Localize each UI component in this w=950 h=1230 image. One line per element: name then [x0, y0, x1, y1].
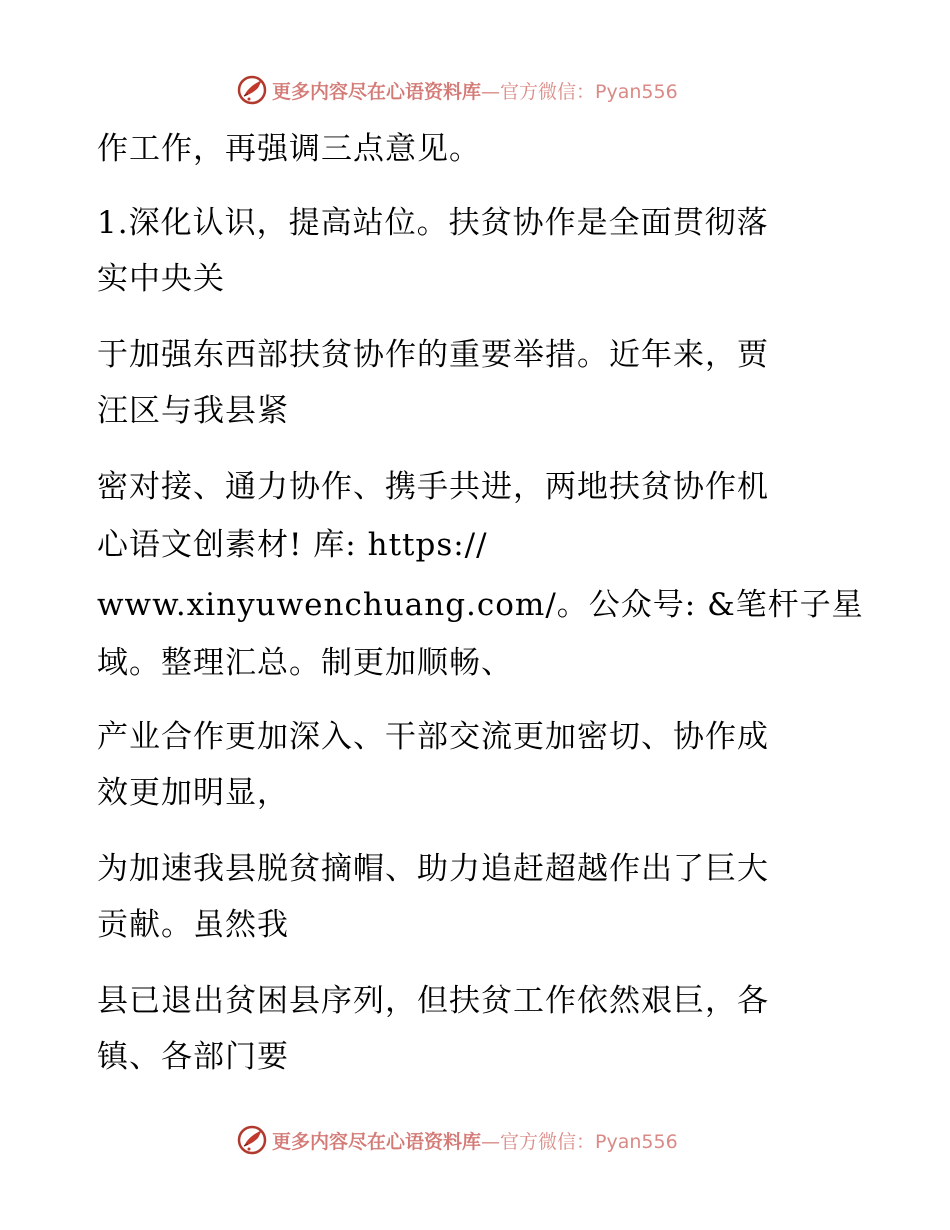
pen-logo-icon [236, 74, 268, 106]
body-line: 心语文创素材! 库: https:// [97, 527, 488, 563]
footer-banner [236, 1123, 678, 1157]
body-line: 镇、各部门要 [97, 1039, 289, 1075]
header-banner [236, 73, 678, 107]
body-line: 贡献。虽然我 [97, 907, 289, 943]
footer-contact-text: 官方微信：Pyan556 [500, 1130, 678, 1153]
header-dash: — [481, 80, 501, 103]
body-line: 实中央关 [97, 261, 225, 297]
body-line: 县已退出贫困县序列，但扶贫工作依然艰巨，各 [97, 983, 769, 1019]
body-line: 于加强东西部扶贫协作的重要举措。近年来，贾 [97, 337, 769, 373]
footer-banner-text [272, 1127, 678, 1154]
body-line: 汪区与我县紧 [97, 393, 289, 429]
header-contact-text: 官方微信：Pyan556 [500, 80, 678, 103]
body-line: www.xinyuwenchuang.com/。公众号: &笔杆子星 [97, 587, 864, 623]
body-line: 1.深化认识，提高站位。扶贫协作是全面贯彻落 [97, 205, 769, 241]
body-line: 效更加明显， [97, 775, 289, 811]
footer-dash: — [481, 1130, 501, 1153]
pen-logo-icon [236, 1124, 268, 1156]
footer-brand-text: 更多内容尽在心语资料库 [272, 1130, 482, 1153]
header-brand-text: 更多内容尽在心语资料库 [272, 80, 482, 103]
body-line: 密对接、通力协作、携手共进，两地扶贫协作机 [97, 469, 769, 505]
header-banner-text [272, 77, 678, 104]
body-line: 产业合作更加深入、干部交流更加密切、协作成 [97, 719, 769, 755]
body-line: 域。整理汇总。制更加顺畅、 [97, 645, 513, 681]
body-line: 为加速我县脱贫摘帽、助力追赶超越作出了巨大 [97, 851, 769, 887]
body-line: 作工作，再强调三点意见。 [97, 131, 481, 167]
